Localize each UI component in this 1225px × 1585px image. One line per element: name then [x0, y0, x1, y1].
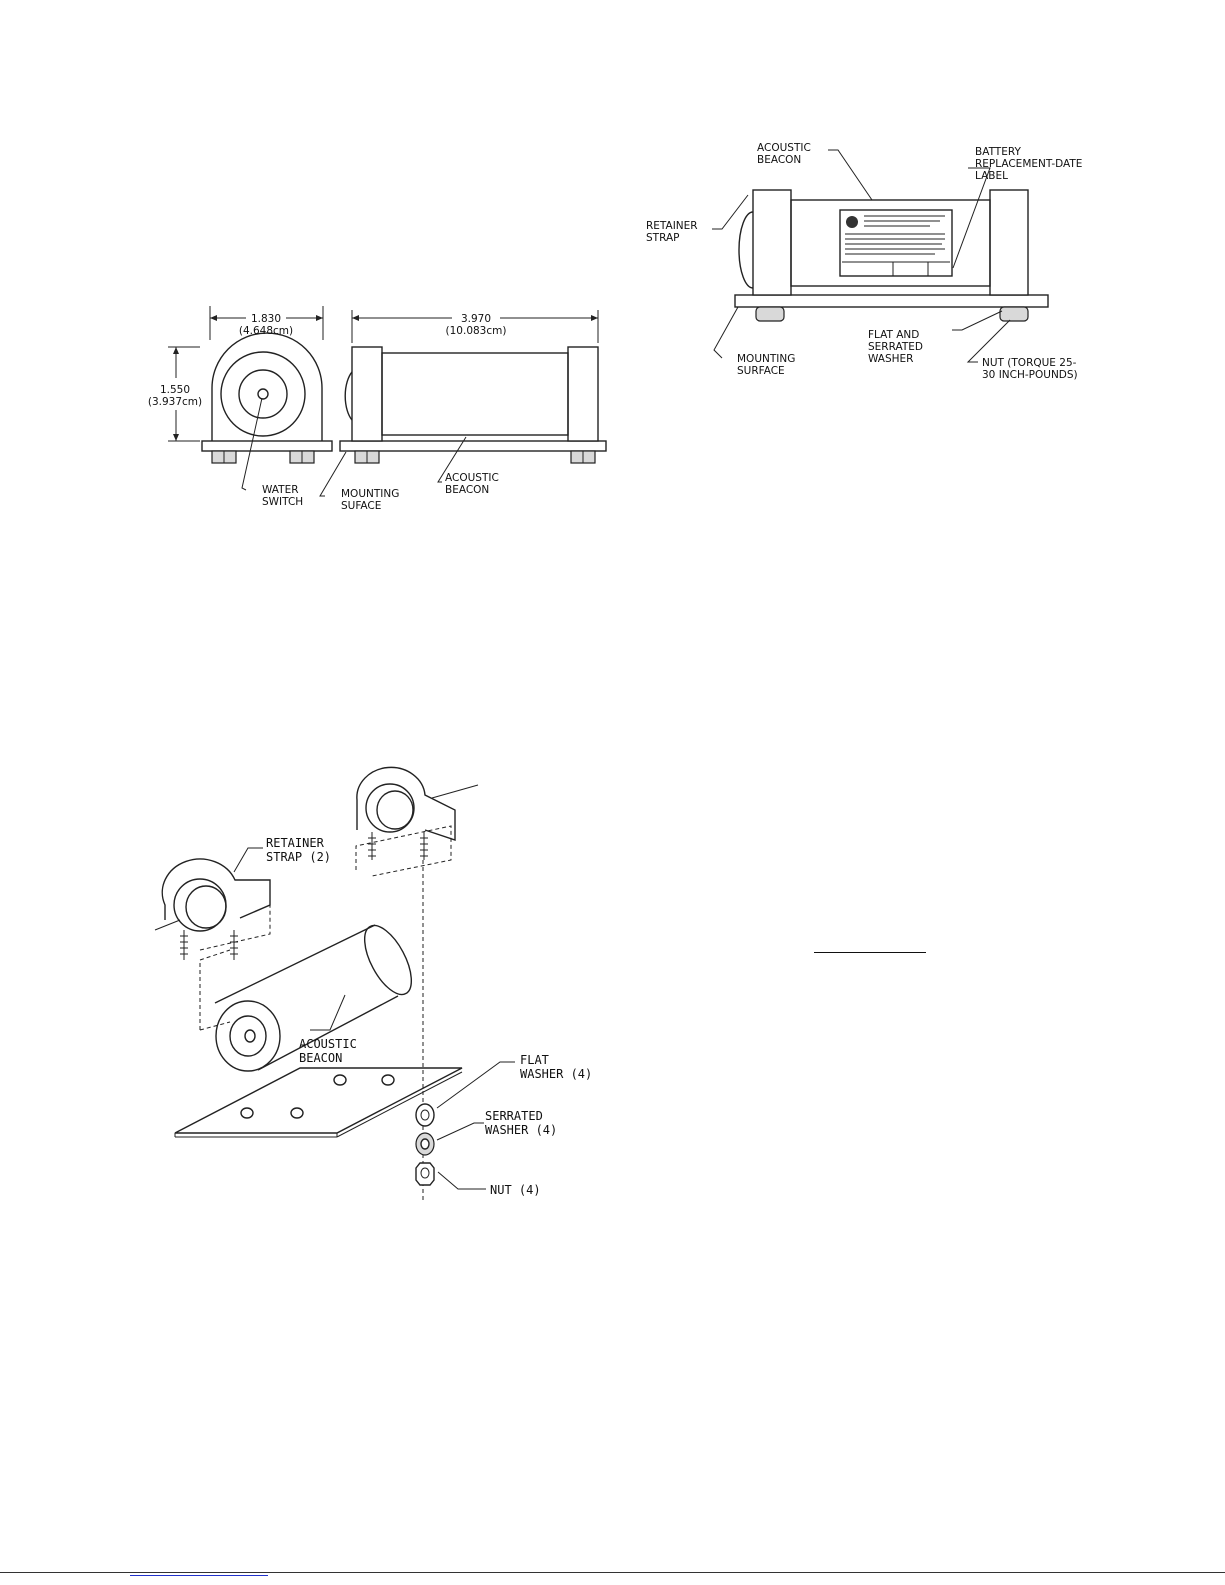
- dim-length-cm: (10.083cm): [445, 325, 507, 337]
- label2-washer-2: SERRATED: [868, 341, 923, 353]
- label3-flat-1: FLAT: [520, 1053, 549, 1067]
- retainer-strap-right: [356, 767, 478, 876]
- label2-battery-2: REPLACEMENT-DATE: [975, 158, 1083, 170]
- label2-battery-1: BATTERY: [975, 146, 1021, 158]
- label2-washer-1: FLAT AND: [868, 329, 920, 341]
- figure-installed-beacon: [646, 142, 1082, 381]
- label-water-switch-2: SWITCH: [262, 496, 304, 508]
- dim-width-in: 1.830: [250, 313, 282, 325]
- label3-serrated-2: WASHER (4): [485, 1123, 558, 1137]
- label2-retainer-2: STRAP: [646, 232, 680, 244]
- retainer-strap-left: [155, 859, 270, 960]
- mounting-plate: [175, 1068, 462, 1137]
- flat-washer: [416, 1104, 434, 1126]
- label2-retainer-1: RETAINER: [646, 220, 698, 232]
- dimension-width: [210, 306, 323, 340]
- dimension-length: [352, 310, 598, 343]
- label2-nut-2: 30 INCH-POUNDS): [982, 369, 1078, 381]
- end-view: [202, 333, 332, 463]
- figure-exploded-view: [155, 767, 592, 1200]
- label3-serrated-1: SERRATED: [485, 1109, 543, 1123]
- label-beacon-1: ACOUSTIC: [445, 472, 499, 484]
- hardware-stack: [416, 860, 434, 1200]
- label-mounting-1: MOUNTING: [341, 488, 400, 500]
- side-view: [340, 347, 606, 463]
- label3-flat-2: WASHER (4): [520, 1067, 593, 1081]
- nut: [416, 1163, 434, 1185]
- label3-retainer-2: STRAP (2): [266, 850, 332, 864]
- underline-rule: [814, 952, 926, 953]
- label2-washer-3: WASHER: [868, 353, 914, 365]
- label2-nut-1: NUT (TORQUE 25-: [982, 357, 1077, 369]
- dim-height-in: 1.550: [159, 384, 191, 396]
- dim-height-cm: (3.937cm): [147, 396, 203, 408]
- label3-retainer-1: RETAINER: [266, 836, 324, 850]
- label2-battery-3: LABEL: [975, 170, 1008, 182]
- footer-link-rule: [130, 1575, 268, 1576]
- footer-rule: [0, 1572, 1225, 1573]
- label3-nut: NUT (4): [490, 1183, 541, 1197]
- label3-beacon-1: ACOUSTIC: [299, 1037, 357, 1051]
- label2-mounting-2: SURFACE: [737, 365, 785, 377]
- label2-mounting-1: MOUNTING: [737, 353, 796, 365]
- label3-beacon-2: BEACON: [299, 1051, 343, 1065]
- label-mounting-2: SUFACE: [341, 500, 382, 512]
- figure-dimensional-views: [148, 306, 606, 512]
- label2-beacon-1: ACOUSTIC: [757, 142, 811, 154]
- dim-length-in: 3.970: [460, 313, 492, 325]
- dim-width-cm: (4.648cm): [238, 325, 294, 337]
- label2-beacon-2: BEACON: [757, 154, 802, 166]
- label-text-lines: [842, 216, 950, 276]
- label-water-switch-1: WATER: [262, 484, 299, 496]
- dimension-height: [148, 347, 202, 441]
- label-beacon-2: BEACON: [445, 484, 490, 496]
